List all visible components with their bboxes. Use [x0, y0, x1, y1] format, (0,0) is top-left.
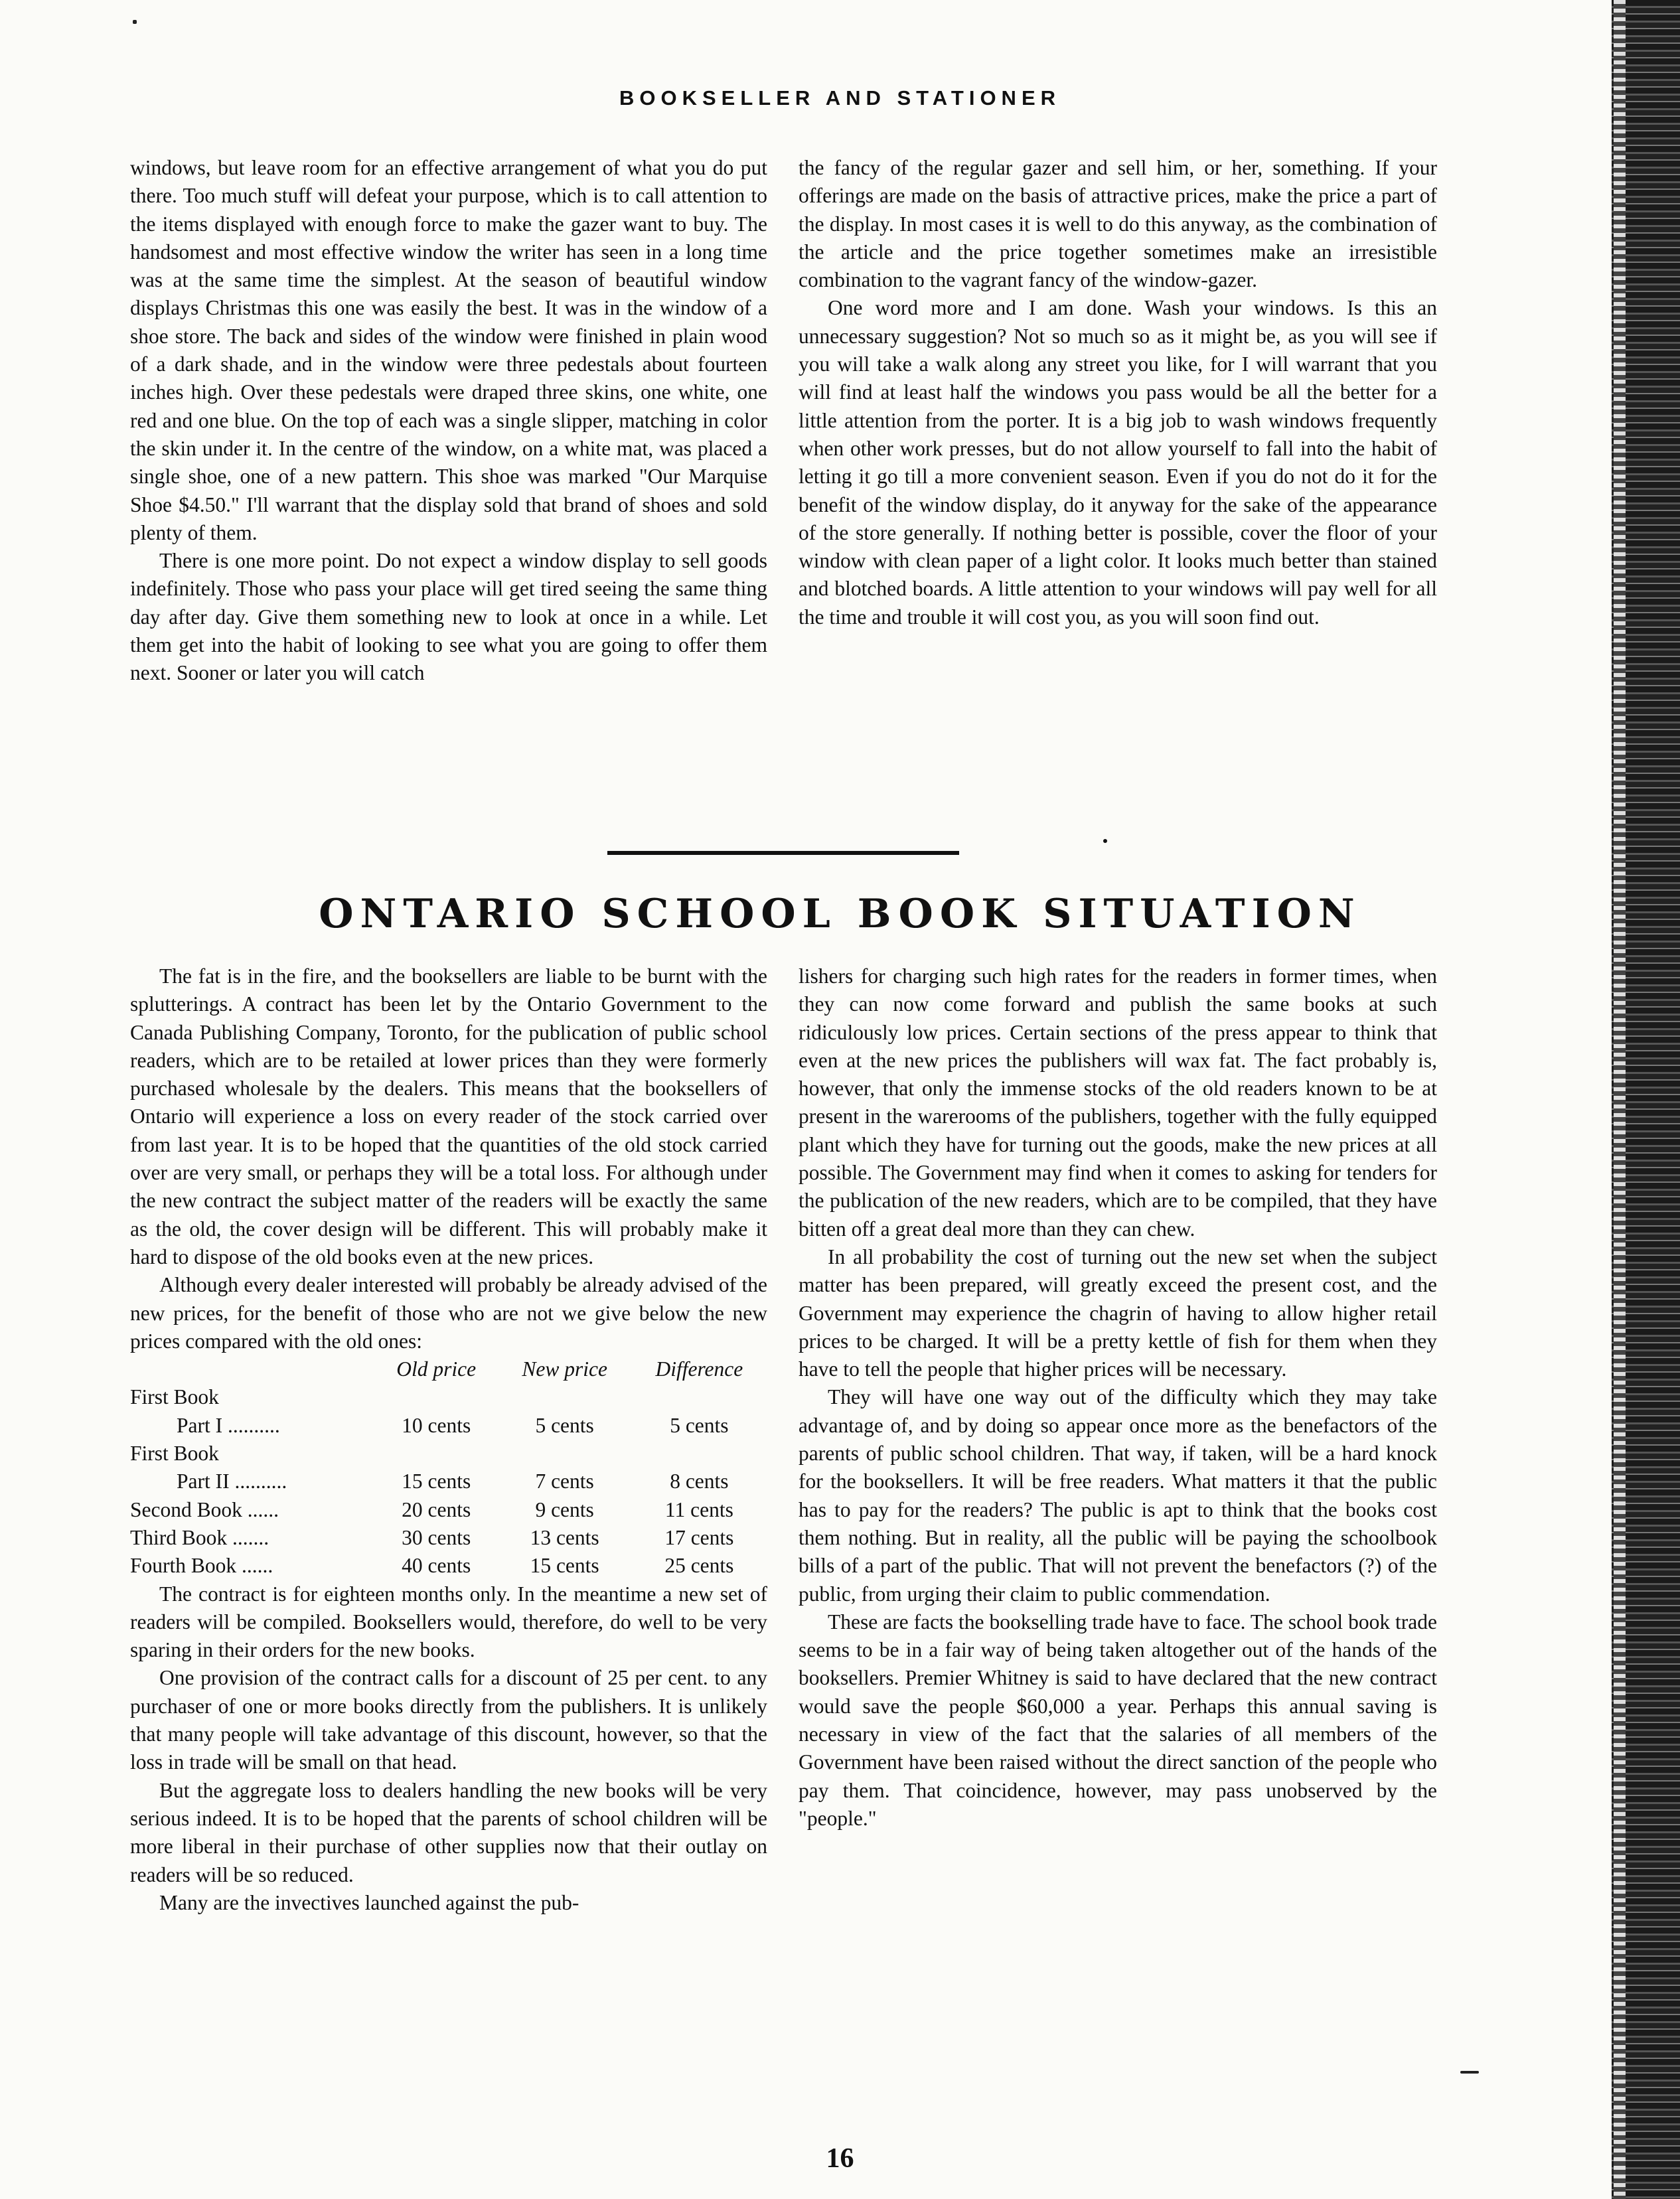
paragraph: windows, but leave room for an effective arrangement of what you do put there. Too much stuff will defeat your purpose, which is to call attention to the items displayed with enough force to make the gazer want to buy. The handsomest and most effective window the writer has seen in a long time was at the same time the simplest. At the season of beautiful window displays Christmas this one was easily the best. It was in the window of a shoe store. The back and sides of the window were finished in plain wood of a dark shade, and in the window were three pedestals about fourteen inches high. Over these pedestals were draped three skins, one white, one red and one blue. On the top of each was a single slipper, matching in color the skin under it. In the centre of the window, on a white mat, was placed a single shoe, one of a new pattern. This shoe was marked "Our Marquise Shoe $4.50." I'll warrant that the display sold that brand of shoes and sold plenty of them.: [130, 156, 767, 544]
table-header-row: [130, 1355, 767, 1383]
table-row: [130, 1440, 767, 1468]
table-cell: 13 cents: [530, 1525, 599, 1549]
ink-speck: [133, 20, 137, 24]
table-cell: 20 cents: [402, 1497, 471, 1521]
column-header: Old price: [396, 1357, 477, 1381]
table-cell: 17 cents: [664, 1525, 734, 1549]
table-cell: Part I ..........: [177, 1413, 280, 1437]
paragraph: But the aggregate loss to dealers handling the new books will be very serious indeed. It is to be hoped that the parents of school children will be more liberal in their purchase of other supplies now that their outlay on readers will be so reduced.: [130, 1778, 767, 1886]
table-cell: Fourth Book ......: [130, 1554, 273, 1578]
scanned-page-edge-highlight: [1614, 0, 1626, 2199]
table-cell: [374, 1440, 498, 1468]
paragraph: Although every dealer interested will probably be already advised of the new prices, for the benefit of those who are not we give below the new prices compared with the old ones:: [130, 1273, 767, 1353]
article-title: ONTARIO SCHOOL BOOK SITUATION: [319, 891, 1361, 937]
table-row: [130, 1496, 767, 1524]
table-cell: 5 cents: [535, 1413, 594, 1437]
paragraph: The fat is in the fire, and the booksellers are liable to be burnt with the splutterings. A contract has been let by the Ontario Government to the Canada Publishing Company, Toronto, for the publication of public school readers, which are to be retailed at lower prices than they were formerly purchased wholesale by the dealers. This means that the booksellers of Ontario will experience a loss on every reader of the stock carried over from last year. It is to be hoped that the quantities of the old stock carried over are very small, or perhaps they will be a total loss. For although under the new contract the subject matter of the readers will be exactly the same as the old, the cover design will be different. This will probably make it hard to dispose of the old books even at the new prices.: [130, 964, 767, 1268]
paragraph: In all probability the cost of turning out the new set when the subject matter has been prepared, will greatly exceed the present cost, and the Government may experience the chagrin of having to allow higher retail prices to be charged. It will be a pretty kettle of fish for them when they have to tell the people that higher prices will be necessary.: [799, 1245, 1437, 1381]
table-cell: 9 cents: [535, 1497, 594, 1521]
table-cell: 25 cents: [664, 1554, 734, 1578]
table-cell: 11 cents: [664, 1497, 733, 1521]
table-cell: [631, 1383, 767, 1411]
ink-speck: [1103, 839, 1107, 843]
column-header: [130, 1355, 374, 1383]
table-cell: [631, 1440, 767, 1468]
column-header: New price: [522, 1357, 607, 1381]
article-left-column: [130, 962, 767, 1917]
table-cell: 10 cents: [402, 1413, 471, 1437]
paragraph: One word more and I am done. Wash your windows. Is this an unnecessary suggestion? Not so much so as it might be, as you will see if you will take a walk along any street you like, for I will warrant that you will find at least half the windows you pass would be all the better for a little attention from the porter. It is a big job to wash windows frequently when other work presses, but do not allow yourself to fall into the habit of letting it go till a more convenient season. Even if you do not do it for the benefit of the window display, do it anyway for the sake of the appearance of the store generally. If nothing better is possible, cover the floor of your window with clean paper of a light color. It looks much better than stained and blotched boards. A little attention to your windows will pay well for all the time and trouble it will cost you, as you will soon find out.: [799, 296, 1437, 629]
paragraph: One provision of the contract calls for a discount of 25 per cent. to any purchaser of one or more books directly from the publishers. It is unlikely that many people will take advantage of this discount, however, so that the loss in trade will be small on that head.: [130, 1666, 767, 1774]
paragraph: There is one more point. Do not expect a window display to sell goods indefinitely. Those who pass your place will get tired seeing the same thing day after day. Give them something new to look at once in a while. Let them get into the habit of looking to see what you are going to offer them next. Sooner or later you will catch: [130, 549, 767, 685]
table-cell: 5 cents: [670, 1413, 729, 1437]
table-cell: Third Book .......: [130, 1525, 269, 1549]
table-cell: 30 cents: [402, 1525, 471, 1549]
table-cell: 15 cents: [530, 1554, 599, 1578]
table-row: [130, 1412, 767, 1440]
paragraph: Many are the invectives launched against the pub-: [159, 1890, 579, 1914]
section-divider: [607, 851, 959, 855]
table-row: [130, 1383, 767, 1411]
table-cell: 40 cents: [402, 1554, 471, 1578]
table-cell: Part II ..........: [177, 1470, 287, 1493]
paragraph: These are facts the bookselling trade have to face. The school book trade seems to be in a fair way of being taken altogether out of the hands of the booksellers. Premier Whitney is said to have declared that the new contract would save the people $60,000 a year. Perhaps this annual saving is necessary in view of the fact that the salaries of all members of the Government have been raised without the direct sanction of the people who pay them. That coincidence, however, may pass unobserved by the "people.": [799, 1610, 1437, 1830]
top-left-column: [130, 154, 767, 688]
running-head: BOOKSELLER AND STATIONER: [619, 86, 1061, 110]
table-cell: Second Book ......: [130, 1497, 279, 1521]
table-cell: [374, 1383, 498, 1411]
table-cell: [498, 1383, 631, 1411]
paragraph: the fancy of the regular gazer and sell him, or her, something. If your offerings are made on the basis of attractive prices, make the price a part of the display. In most cases it is well to do this anyway, as the combination of the article and the price together sometimes make an irresistible combination to the vagrant fancy of the window-gazer.: [799, 156, 1437, 292]
column-header: Difference: [655, 1357, 743, 1381]
table-cell: 15 cents: [402, 1470, 471, 1493]
price-table: [130, 1355, 767, 1580]
table-cell: First Book: [130, 1385, 219, 1409]
article-right-column: [799, 962, 1437, 1833]
ink-speck: [1460, 2071, 1479, 2074]
paragraph: The contract is for eighteen months only. In the meantime a new set of readers will be compiled. Booksellers would, therefore, do well to be very sparing in their orders for the new books.: [130, 1582, 767, 1662]
page-number: 16: [826, 2143, 854, 2174]
table-cell: First Book: [130, 1442, 219, 1466]
paragraph: They will have one way out of the difficulty which they may take advantage of, and by doing so appear once more as the benefactors of the parents of public school children. That way, if taken, will be a hard knock for the booksellers. It will be free readers. What matters it that the public has to pay for the readers? The public is apt to think that the books cost them nothing. But in reality, all the public will be paying the schoolbook bills of a part of the public. That will not prevent the benefactors (?) of the public, from urging their claim to public commendation.: [799, 1385, 1437, 1606]
table-row: [130, 1468, 767, 1495]
table-row: [130, 1552, 767, 1580]
table-cell: 7 cents: [535, 1470, 594, 1493]
table-cell: [498, 1440, 631, 1468]
table-row: [130, 1524, 767, 1552]
top-right-column: [799, 154, 1437, 631]
table-cell: 8 cents: [670, 1470, 729, 1493]
paragraph: lishers for charging such high rates for the readers in former times, when they can now come forward and publish the same books at such ridiculously low prices. Certain sections of the press appear to think that even at the new prices the publishers will wax fat. The fact probably is, however, that only the immense stocks of the old readers known to be at present in the warerooms of the publishers, together with the fully equipped plant which they have for turning out the goods, make the new prices at all possible. The Government may find when it comes to asking for tenders for the publication of the new readers, which are to be compiled, that they have bitten off a great deal more than they can chew.: [799, 964, 1437, 1241]
